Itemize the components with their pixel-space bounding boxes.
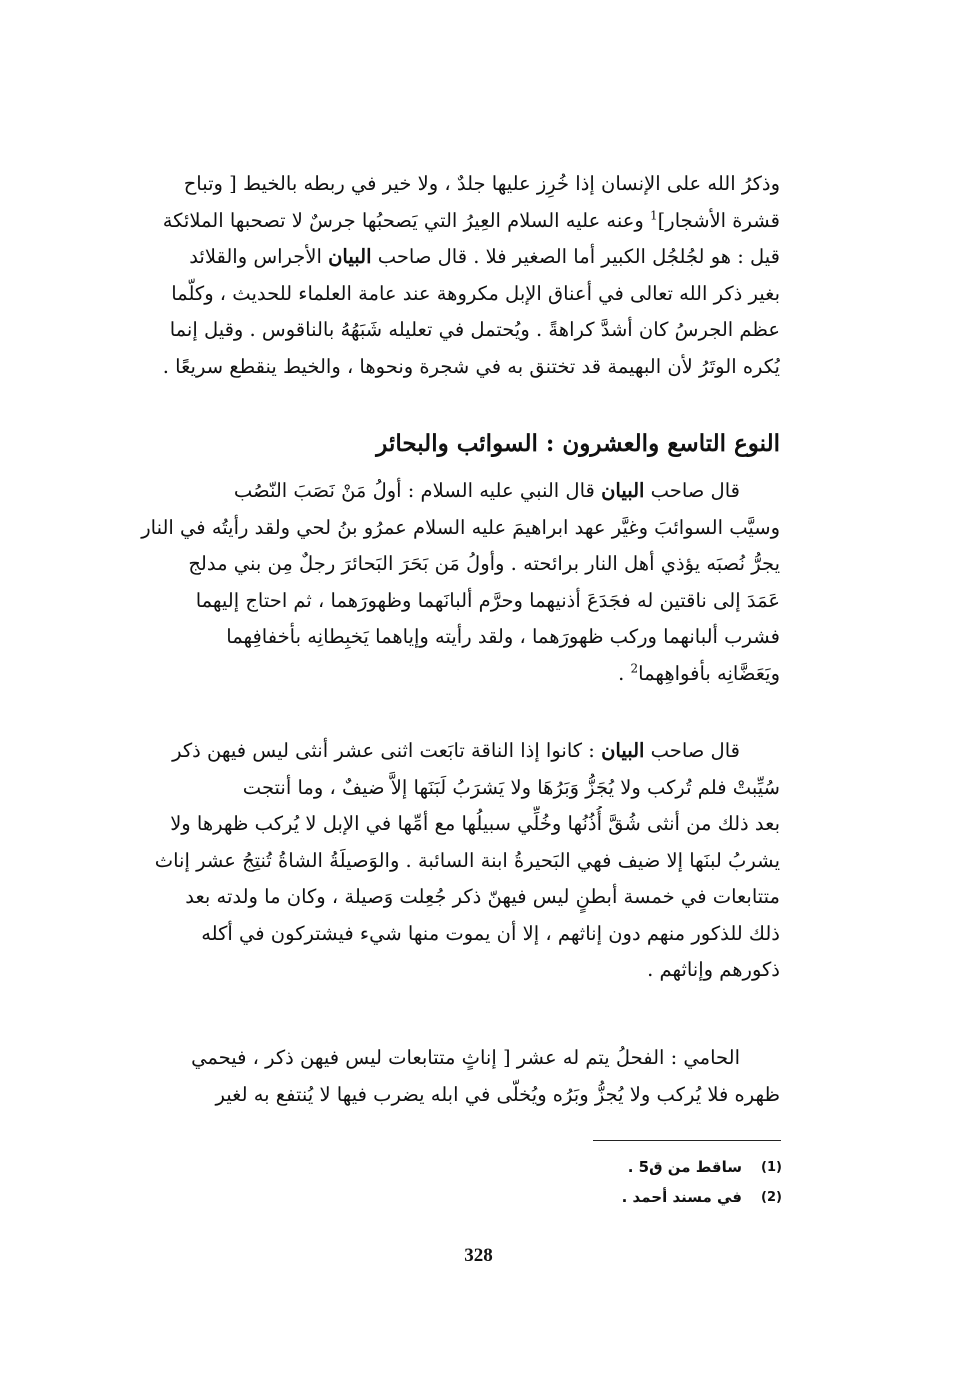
footnote-ref[interactable]: 1	[650, 208, 658, 222]
text-line: سُيِّبتْ فلم تُركب ولا يُجَزُّ وَبَرُهَا ولا يَشرَبُ لَبَنَها إلاَّ ضيفٌ ، وما أنتجت	[242, 775, 780, 799]
text-line: وذكرُ الله على الإنسان إذا خُرِز عليها جلدٌ ، ولا خير في ربطه بالخيط [ وتباح	[183, 172, 780, 195]
text-line: يُكره الوتَرُ لأن البهيمة قد تختنق به في شجرة ونحوها ، والخيط ينقطع سريعًا .	[162, 354, 780, 378]
source-name: البيان	[601, 739, 645, 762]
text-line: بعد ذلك من أنثى شُقَّ أُذُنُها وخُلِّي سبيلُها مع أمِّها في الإبل لا يُركب ظهرها ولا	[170, 812, 780, 835]
footnote-2	[560, 1182, 782, 1212]
source-name: البيان	[328, 245, 372, 268]
text-line	[106, 239, 780, 276]
text-line: يجرُّ نُصبَه يؤذي أهل النار برائحته . وأولُ مَن بَحَرَ البَحائرَ رجلٌ مِن بني مدلج	[188, 552, 780, 575]
paragraph-4	[106, 1040, 780, 1113]
page-number: 328	[464, 1245, 493, 1266]
footnotes	[560, 1152, 782, 1212]
text-line: عَمَدَ إلى ناقتين له فجَدَعَ أذنيهما وحرَّم ألبانَهما وظهورَهما ، ثم احتاج إليهما	[195, 588, 780, 612]
text-line: الحامي : الفحلُ يتم له عشر [ إناثٍ متتابعات ليس فيهن ذكر ، فيحمي	[191, 1046, 740, 1069]
footnote-ref[interactable]: 2	[630, 661, 639, 675]
footnote-number: (1)	[761, 1159, 782, 1175]
text-line	[106, 203, 780, 240]
text-line: عظم الجرسُ كان أشدَّ كراهةً . ويُحتمل في تعليله شَبَهُهُ بالناقوس . وقيل إنما	[169, 318, 780, 341]
footnote-number: (2)	[761, 1189, 782, 1205]
footnote-text: ساقط من ق5 .	[627, 1158, 742, 1176]
text-span: ويَعَضَّانِه بأفواهِهما	[638, 661, 780, 685]
text-line	[106, 473, 780, 510]
text-span: .	[618, 661, 631, 685]
text-span: قشرة الأشجار]	[657, 208, 780, 232]
text-span: قال صاحب	[650, 739, 740, 762]
text-line: ذلك للذكور منهم دون إناثهم ، إلا أن يموت منها شيء فيشتركون في أكله	[201, 921, 780, 945]
section-heading-block	[106, 422, 780, 466]
text-line: بغير ذكر الله تعالى في أعناق الإبل مكروهة عند عامة العلماء للحديث ، وكلّما	[171, 281, 780, 305]
text-span: وعنه عليه السلام العِيرُ التي يَصحبُها جرسٌ لا تصحبها الملائكة	[162, 208, 644, 232]
text-line: ظهره فلا يُركب ولا يُجزُّ وبَرُه ويُخلّى في ابله يضرب فيها لا يُنتفع به لغير	[215, 1082, 780, 1106]
text-line	[106, 733, 780, 770]
text-span: : كانوا إذا الناقة تابَعت اثنى عشر أنثى ليس فيهن ذكر	[172, 739, 595, 762]
footnote-1	[560, 1152, 782, 1182]
footnote-divider	[593, 1140, 781, 1141]
text-line: فشرب ألبانهما وركب ظهورَهما ، ولقد رأيته وإياهما يَخبِطانِه بأخفافِهما	[226, 625, 780, 648]
text-span: الأجراس والقلائد	[189, 245, 322, 268]
text-span: قال النبي عليه السلام : أولُ مَنْ نَصَبَ النّصُب	[233, 479, 595, 502]
text-line: ذكورهم وإناثهم .	[647, 958, 780, 981]
paragraph-2	[106, 473, 780, 692]
text-line: متتابعات في خمسة أبطنٍ ليس فيهنّ ذكر جُعِلت وَصيلة ، وكان ما ولدته بعد	[185, 885, 780, 908]
text-span: قيل : هو لجُلجُل الكبير أما الصغير فلا . قال صاحب	[377, 245, 780, 268]
paragraph-1	[106, 166, 780, 385]
section-heading: النوع التاسع والعشرون : السوائب والبحائر	[376, 430, 780, 457]
text-line: وسيَّب السوائبَ وغيَّر عهد ابراهيمَ عليه السلام عمرُو بنُ لحي ولقد رأيتُه في النار	[141, 515, 780, 539]
text-line	[106, 656, 780, 693]
text-line: يشربُ لبنَها إلا ضيف فهي البَحيرةُ ابنة السائبة . والوَصيلَةُ الشاةُ تُنتِجُ عشر إناث	[154, 848, 780, 872]
paragraph-3	[106, 733, 780, 989]
text-span: قال صاحب	[650, 479, 740, 502]
footnote-text: في مسند أحمد .	[621, 1188, 742, 1206]
source-name: البيان	[601, 479, 645, 502]
